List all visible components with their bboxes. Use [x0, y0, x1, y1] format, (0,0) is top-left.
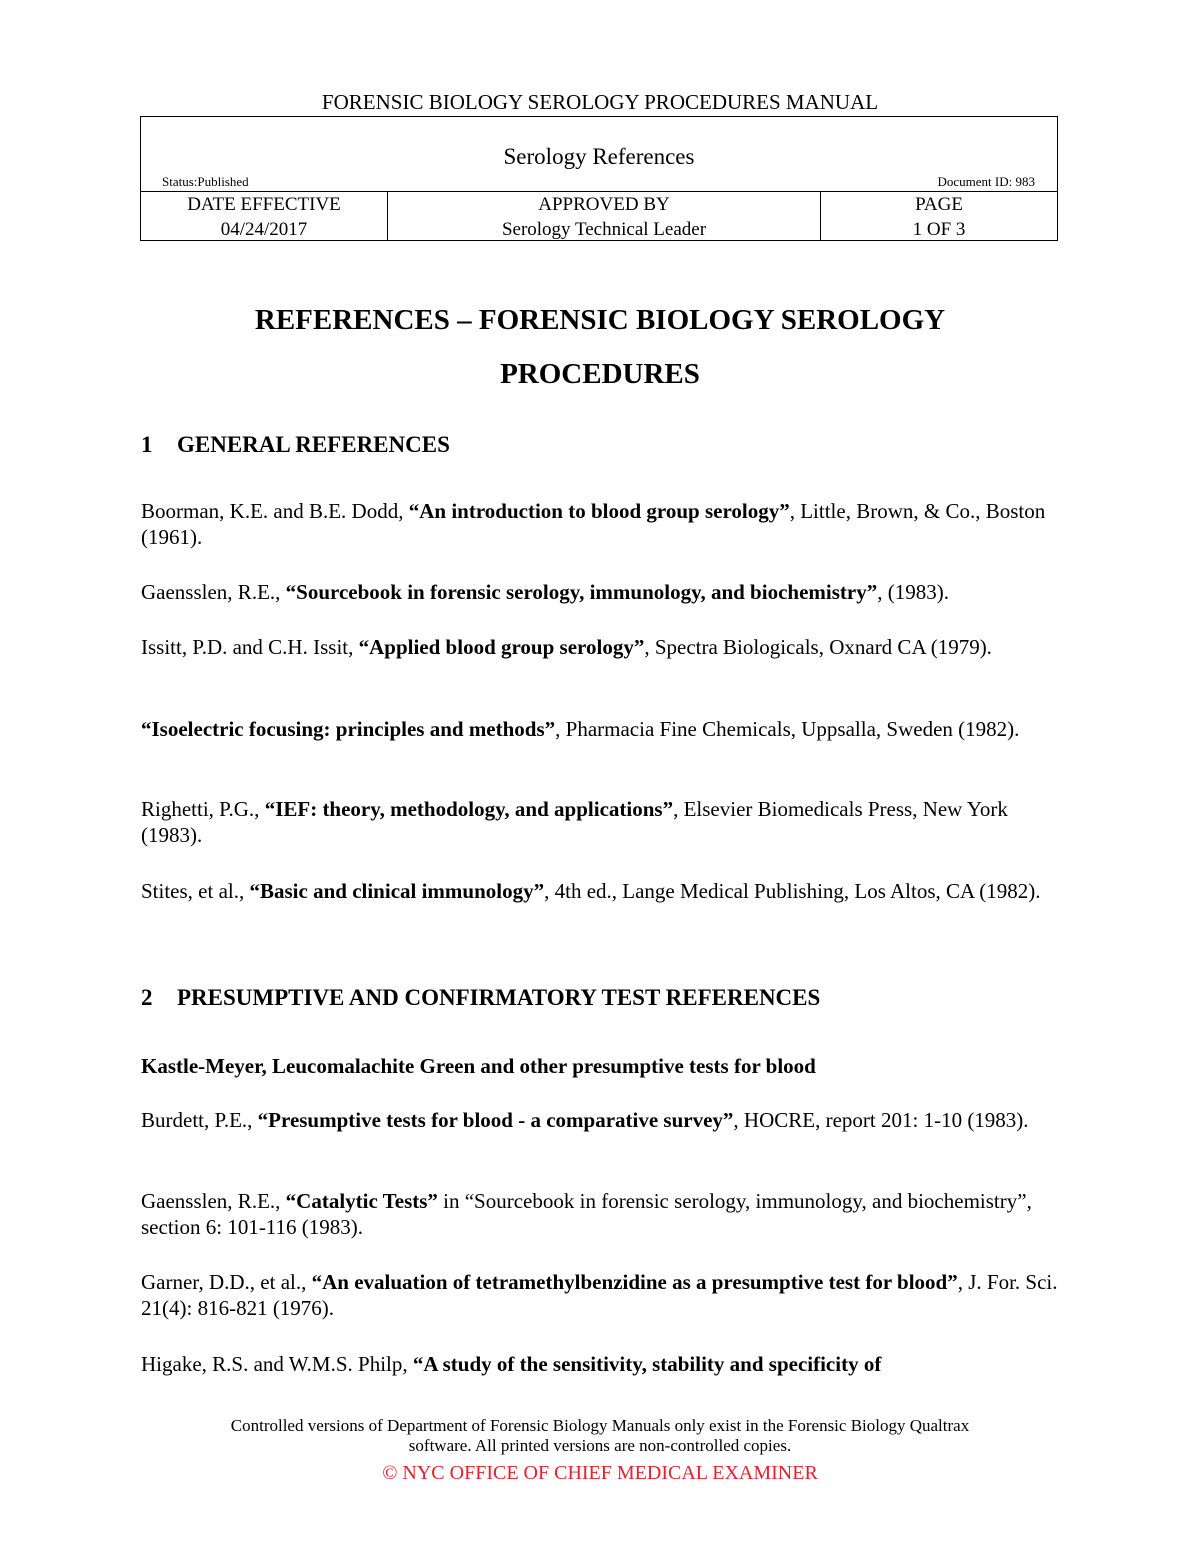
document-id: Document ID: 983: [937, 174, 1035, 189]
approved-by-label: APPROVED BY: [538, 194, 670, 215]
reference-details: , 4th ed., Lange Medical Publishing, Los Altos, CA (1982).: [544, 879, 1041, 903]
date-effective-value: 04/24/2017: [220, 219, 308, 240]
reference-item: [141, 796, 1061, 848]
reference-details: , Little, Brown, & Co., Boston (1961).: [141, 499, 1046, 549]
reference-authors: Garner, D.D., et al.,: [141, 1270, 312, 1294]
reference-details: , Pharmacia Fine Chemicals, Uppsalla, Sweden (1982).: [555, 717, 1020, 741]
reference-title: “IEF: theory, methodology, and applications”: [264, 797, 674, 821]
reference-title: “Isoelectric focusing: principles and methods”: [141, 717, 556, 741]
date-effective-label: DATE EFFECTIVE: [187, 194, 341, 215]
reference-authors: Righetti, P.G.,: [141, 797, 265, 821]
manual-title: FORENSIC BIOLOGY SEROLOGY PROCEDURES MANUAL: [321, 90, 879, 114]
reference-authors: Higake, R.S. and W.M.S. Philp,: [141, 1352, 413, 1376]
reference-details: , J. For. Sci. 21(4): 816-821 (1976).: [141, 1270, 1058, 1320]
reference-item: [141, 1351, 1061, 1377]
reference-item: [141, 498, 1061, 550]
approved-by-value: Serology Technical Leader: [501, 219, 707, 240]
section-title: PRESUMPTIVE AND CONFIRMATORY TEST REFERENCES: [177, 985, 821, 1010]
footer-copyright: © NYC OFFICE OF CHIEF MEDICAL EXAMINER: [382, 1462, 818, 1484]
section-heading-general: [141, 431, 450, 459]
reference-details: in “Sourcebook in forensic serology, immunology, and biochemistry”, section 6: 101-116 (1983).: [141, 1189, 1032, 1239]
page-title-line-2: PROCEDURES: [500, 358, 700, 390]
reference-item: [141, 1269, 1061, 1321]
page-label: PAGE: [915, 194, 963, 215]
section-number: 2: [141, 985, 153, 1010]
reference-item: [141, 579, 1061, 605]
reference-item: [141, 878, 1061, 904]
approved-by-cell: [388, 192, 821, 240]
reference-item: [141, 634, 1061, 660]
reference-title: “An introduction to blood group serology”: [408, 499, 790, 523]
section-number: 1: [141, 432, 153, 457]
subsection-heading: Kastle-Meyer, Leucomalachite Green and other presumptive tests for blood: [141, 1054, 816, 1078]
footer-line-2: software. All printed versions are non-controlled copies.: [408, 1436, 792, 1455]
reference-details: , Elsevier Biomedicals Press, New York (1983).: [141, 797, 1008, 847]
status-label: Status:Published: [162, 174, 249, 189]
document-title: Serology References: [503, 144, 695, 169]
document-info-row: [141, 192, 1057, 240]
reference-item: [141, 716, 1061, 742]
reference-title: “Basic and clinical immunology”: [249, 879, 545, 903]
document-title-row: [141, 117, 1057, 192]
reference-title: “Presumptive tests for blood - a comparative survey”: [257, 1108, 734, 1132]
reference-title: “A study of the sensitivity, stability and specificity of: [412, 1352, 882, 1376]
reference-title: “Sourcebook in forensic serology, immunology, and biochemistry”: [285, 580, 878, 604]
date-effective-cell: [141, 192, 388, 240]
reference-authors: Gaensslen, R.E.,: [141, 580, 286, 604]
page-value: 1 OF 3: [912, 219, 966, 240]
reference-authors: Stites, et al.,: [141, 879, 250, 903]
reference-authors: Issitt, P.D. and C.H. Issit,: [141, 635, 359, 659]
reference-title: “Catalytic Tests”: [285, 1189, 438, 1213]
reference-details: , Spectra Biologicals, Oxnard CA (1979).: [644, 635, 992, 659]
reference-details: , (1983).: [877, 580, 949, 604]
reference-item: [141, 1107, 1061, 1133]
section-title: GENERAL REFERENCES: [177, 432, 450, 457]
page-cell: [821, 192, 1057, 240]
reference-title: “Applied blood group serology”: [358, 635, 645, 659]
reference-title: “An evaluation of tetramethylbenzidine as a presumptive test for blood”: [311, 1270, 958, 1294]
reference-authors: Burdett, P.E.,: [141, 1108, 258, 1132]
reference-details: , HOCRE, report 201: 1-10 (1983).: [733, 1108, 1029, 1132]
document-header-table: [140, 116, 1058, 241]
footer-notice: [0, 1416, 1200, 1456]
page-title-line-1: REFERENCES – FORENSIC BIOLOGY SEROLOGY: [254, 304, 946, 336]
page-title: [0, 293, 1200, 401]
reference-item: [141, 1188, 1061, 1240]
section-heading-presumptive: [141, 984, 820, 1012]
footer-line-1: Controlled versions of Department of Forensic Biology Manuals only exist in the Forensic Biology Qualtrax: [230, 1416, 970, 1435]
reference-authors: Boorman, K.E. and B.E. Dodd,: [141, 499, 409, 523]
reference-authors: Gaensslen, R.E.,: [141, 1189, 286, 1213]
